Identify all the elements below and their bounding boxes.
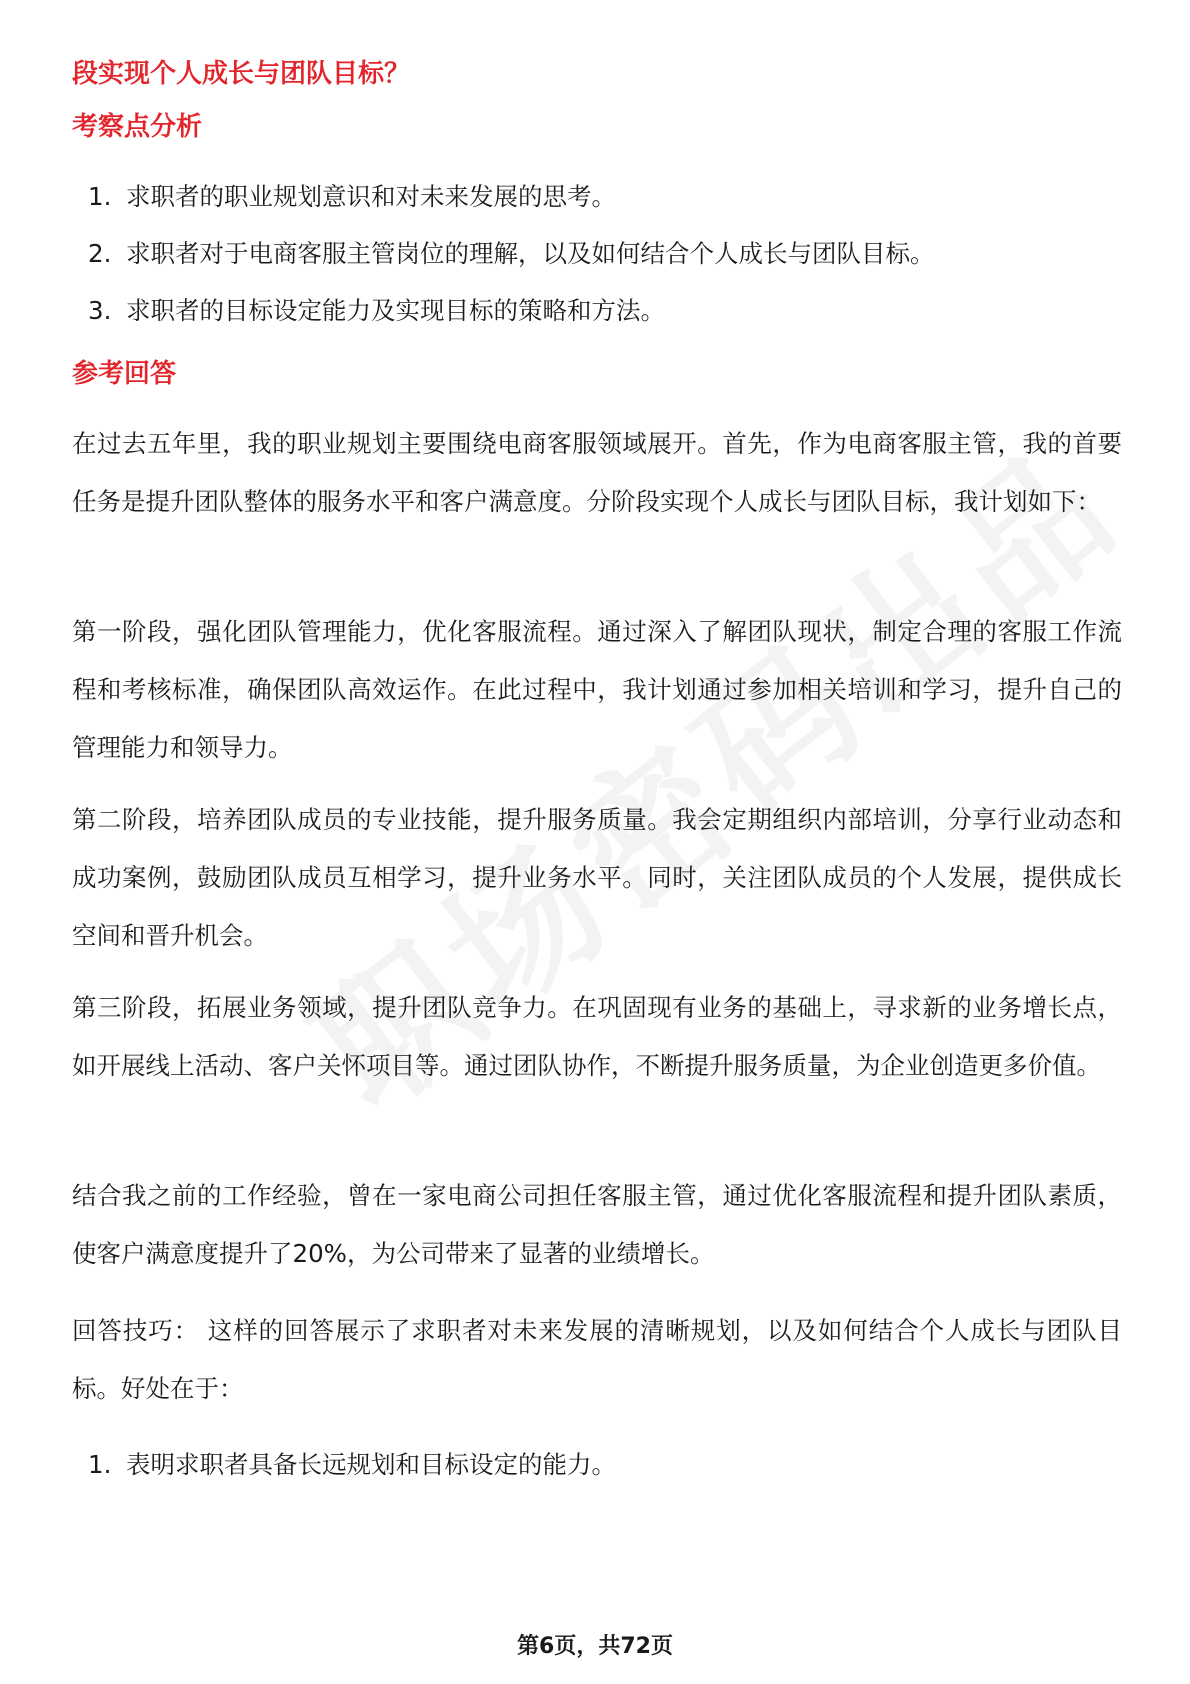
- answer-paragraph: 第二阶段，培养团队成员的专业技能，提升服务质量。我会定期组织内部培训，分享行业动态和成功案例，鼓励团队成员互相学习，提升业务水平。同时，关注团队成员的个人发展，提供成长空间和晋升机会。: [72, 805, 1122, 950]
- list-number: 1.: [88, 182, 112, 211]
- list-item: [88, 225, 935, 282]
- list-item: [88, 282, 935, 339]
- answer-tip-paragraph: 回答技巧： 这样的回答展示了求职者对未来发展的清晰规划，以及如何结合个人成长与团队目标。好处在于：: [72, 1316, 1122, 1403]
- list-item: [88, 168, 935, 225]
- list-text: 求职者的目标设定能力及实现目标的策略和方法。: [126, 296, 665, 325]
- answer-paragraph: 结合我之前的工作经验，曾在一家电商公司担任客服主管，通过优化客服流程和提升团队素质，使客户满意度提升了20%，为公司带来了显著的业绩增长。: [72, 1181, 1122, 1268]
- list-text: 表明求职者具备长远规划和目标设定的能力。: [126, 1450, 616, 1479]
- list-number: 3.: [88, 296, 112, 325]
- list-number: 2.: [88, 239, 112, 268]
- list-text: 求职者的职业规划意识和对未来发展的思考。: [126, 182, 616, 211]
- answer-heading: 参考回答: [72, 359, 177, 389]
- analysis-heading: 考察点分析: [72, 112, 203, 142]
- benefits-list: [88, 1436, 616, 1493]
- list-item: [88, 1436, 616, 1493]
- answer-paragraph: 在过去五年里，我的职业规划主要围绕电商客服领域展开。首先，作为电商客服主管，我的首要任务是提升团队整体的服务水平和客户满意度。分阶段实现个人成长与团队目标，我计划如下：: [72, 429, 1122, 516]
- analysis-list: [88, 168, 935, 339]
- list-number: 1.: [88, 1450, 112, 1479]
- page-number: 第6页，共72页: [517, 1634, 673, 1659]
- answer-paragraph: 第一阶段，强化团队管理能力，优化客服流程。通过深入了解团队现状，制定合理的客服工作流程和考核标准，确保团队高效运作。在此过程中，我计划通过参加相关培训和学习，提升自己的管理能力和领导力。: [72, 617, 1122, 762]
- answer-paragraph: 第三阶段，拓展业务领域，提升团队竞争力。在巩固现有业务的基础上，寻求新的业务增长点，如开展线上活动、客户关怀项目等。通过团队协作，不断提升服务质量，为企业创造更多价值。: [72, 993, 1122, 1080]
- list-text: 求职者对于电商客服主管岗位的理解，以及如何结合个人成长与团队目标。: [126, 239, 935, 268]
- question-title: 段实现个人成长与团队目标？: [72, 59, 411, 89]
